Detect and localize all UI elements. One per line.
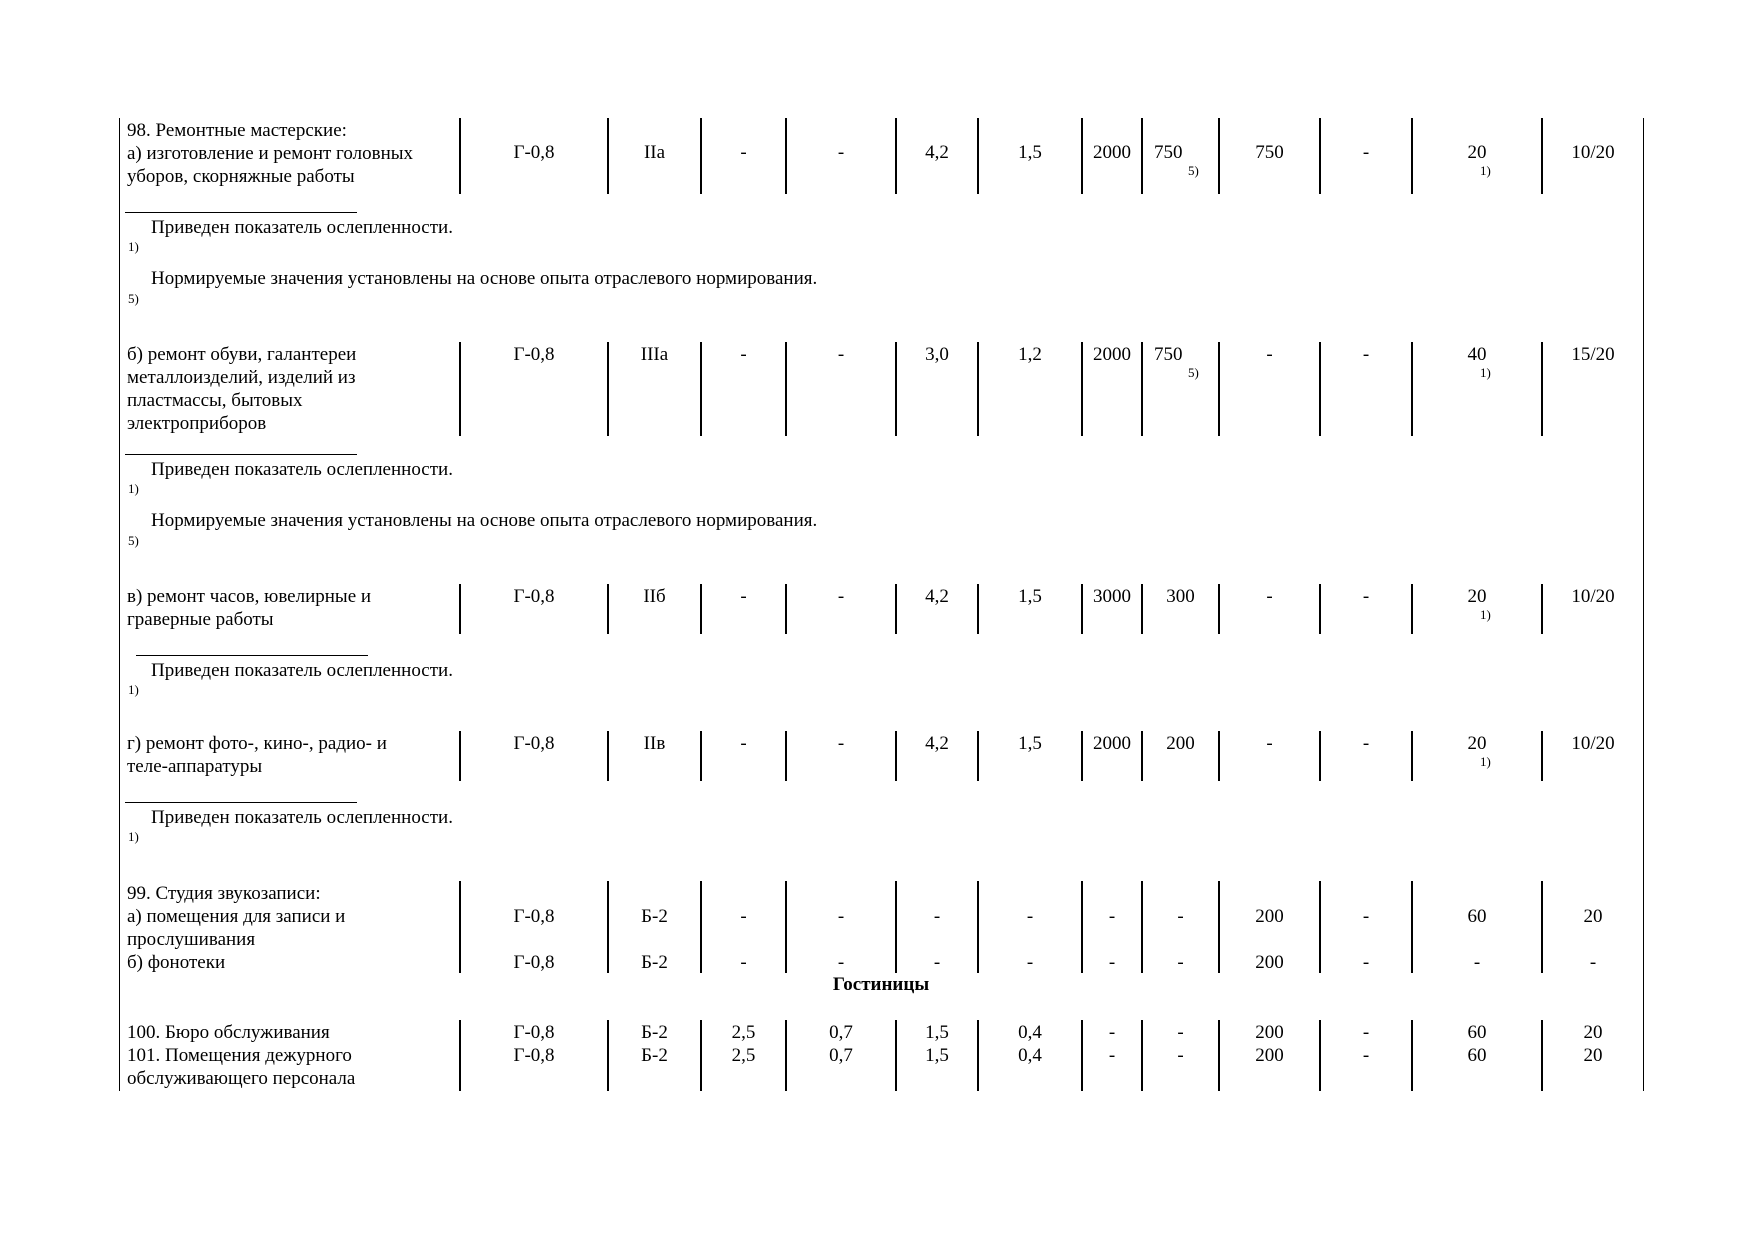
row-name-line: 98. Ремонтные мастерские: xyxy=(127,120,347,141)
value-cell xyxy=(897,1020,979,1091)
cell-value: 60 xyxy=(1467,906,1487,927)
cell-value: 10/20 xyxy=(1571,586,1615,607)
cell-value: - xyxy=(1362,952,1370,973)
cell-value xyxy=(609,928,700,951)
row-name-line: граверные работы xyxy=(127,609,274,630)
cell-value xyxy=(702,928,785,951)
glare-index-cell xyxy=(1413,881,1543,973)
cell-value: 200 xyxy=(1166,733,1195,754)
value-cell xyxy=(1321,1020,1413,1091)
footnote-mark: 5) xyxy=(128,533,139,548)
cell-value: 1,5 xyxy=(925,1022,949,1043)
value-cell xyxy=(897,342,979,436)
cell-value: - xyxy=(740,733,747,754)
lamp-type-cell xyxy=(461,584,609,634)
cell-value: 4,2 xyxy=(925,142,949,163)
cell-value: IIб xyxy=(643,586,666,607)
cell-value: 200 xyxy=(1255,1022,1284,1043)
row-name-line: теле-аппаратуры xyxy=(127,756,263,777)
cell-value: 750 xyxy=(1154,344,1183,365)
lamp-type-cell xyxy=(461,731,609,781)
value-cell xyxy=(979,342,1083,436)
value-cell xyxy=(1321,731,1413,781)
value-cell xyxy=(702,731,787,781)
cell-value: - xyxy=(1589,952,1597,973)
cell-value xyxy=(1143,928,1218,951)
table-right-border xyxy=(1643,118,1644,1091)
cell-value: 750 xyxy=(1154,142,1183,163)
illuminance-combined-cell xyxy=(1083,342,1143,436)
value-cell xyxy=(979,1020,1083,1091)
cell-value: 0,4 xyxy=(1018,1045,1042,1066)
work-category-cell xyxy=(609,584,702,634)
row-name-line: а) изготовление и ремонт головных xyxy=(127,143,414,164)
value-cell xyxy=(1220,342,1321,436)
cell-value: 2000 xyxy=(1093,344,1131,365)
cell-value: 60 xyxy=(1467,1045,1487,1066)
cell-value: 60 xyxy=(1467,1022,1487,1043)
cell-value xyxy=(897,928,977,951)
cell-value: - xyxy=(1026,906,1034,927)
cell-value: Г-0,8 xyxy=(513,952,555,973)
ripple-coefficient-cell xyxy=(1543,881,1643,973)
cell-value: - xyxy=(740,344,747,365)
cell-value xyxy=(979,928,1081,951)
illuminance-combined-cell xyxy=(1083,1020,1143,1091)
work-category-cell xyxy=(609,881,702,973)
value-cell xyxy=(787,342,897,436)
value-cell xyxy=(1220,584,1321,634)
value-cell xyxy=(979,881,1083,973)
cell-value: Б-2 xyxy=(641,906,668,927)
cell-value xyxy=(1413,928,1541,951)
cell-value: Г-0,8 xyxy=(513,344,555,365)
cell-value xyxy=(461,928,607,951)
cell-value: Г-0,8 xyxy=(513,1022,555,1043)
section-heading: Гостиницы xyxy=(832,974,930,995)
illuminance-general-cell xyxy=(1143,1020,1220,1091)
cell-value: 0,7 xyxy=(829,1045,853,1066)
lamp-type-cell xyxy=(461,881,609,973)
value-cell xyxy=(897,118,979,194)
footnote-separator xyxy=(125,212,357,213)
cell-value: 1,5 xyxy=(925,1045,949,1066)
value-cell xyxy=(1220,881,1321,973)
row-name-line: г) ремонт фото-, кино-, радио- и xyxy=(127,733,387,754)
cell-value: 2000 xyxy=(1093,142,1131,163)
footnote-text: Приведен показатель ослепленности. xyxy=(151,807,453,828)
value-cell xyxy=(1220,731,1321,781)
lamp-type-cell xyxy=(461,118,609,194)
ripple-coefficient-cell xyxy=(1543,118,1643,194)
footnote-mark: 5) xyxy=(128,291,139,306)
cell-value: 20 xyxy=(1467,586,1487,607)
row-name-line: металлоизделий, изделий из xyxy=(127,367,356,388)
cell-value: 750 xyxy=(1255,142,1284,163)
cell-value: 1,2 xyxy=(1018,344,1042,365)
footnote-mark: 1) xyxy=(128,239,139,254)
value-cell xyxy=(979,731,1083,781)
cell-value: 3000 xyxy=(1093,586,1131,607)
row-name-line: б) фонотеки xyxy=(127,952,226,973)
cell-value: - xyxy=(1108,952,1116,973)
value-cell xyxy=(1321,881,1413,973)
cell-value xyxy=(787,928,895,951)
cell-value: - xyxy=(1362,586,1370,607)
cell-value: 2,5 xyxy=(731,1022,756,1043)
ripple-coefficient-cell xyxy=(1543,584,1643,634)
footnote-text: Приведен показатель ослепленности. xyxy=(151,217,453,238)
ripple-coefficient-cell xyxy=(1543,1020,1643,1091)
cell-value: 300 xyxy=(1166,586,1195,607)
value-cell xyxy=(1321,118,1413,194)
cell-value: Б-2 xyxy=(641,952,668,973)
value-cell xyxy=(702,1020,787,1091)
cell-value: - xyxy=(1177,1045,1184,1066)
illuminance-general-cell xyxy=(1143,342,1220,436)
value-cell xyxy=(787,584,897,634)
cell-value: - xyxy=(837,906,845,927)
cell-value: Б-2 xyxy=(641,1045,668,1066)
glare-index-cell xyxy=(1413,342,1543,436)
row-name-cell xyxy=(121,118,461,194)
cell-value: - xyxy=(1266,733,1273,754)
cell-value: IIв xyxy=(643,733,666,754)
value-cell xyxy=(787,731,897,781)
value-cell xyxy=(702,584,787,634)
cell-value: - xyxy=(1026,952,1034,973)
cell-value: 2,5 xyxy=(731,1045,756,1066)
cell-value: Б-2 xyxy=(641,1022,668,1043)
cell-value: 1,5 xyxy=(1018,586,1042,607)
value-cell xyxy=(787,881,897,973)
footnote-mark: 1) xyxy=(128,682,139,697)
cell-value: - xyxy=(1108,906,1116,927)
glare-index-cell xyxy=(1413,731,1543,781)
cell-value: - xyxy=(1362,344,1370,365)
cell-value: Г-0,8 xyxy=(513,906,555,927)
cell-value: 200 xyxy=(1255,1045,1284,1066)
illuminance-general-cell xyxy=(1143,731,1220,781)
value-cell xyxy=(787,1020,897,1091)
work-category-cell xyxy=(609,118,702,194)
work-category-cell xyxy=(609,1020,702,1091)
cell-value: 40 xyxy=(1467,344,1487,365)
cell-value: IIа xyxy=(643,142,666,163)
cell-value: - xyxy=(740,952,747,973)
row-name-line: а) помещения для записи и xyxy=(127,906,346,927)
table-left-border xyxy=(119,118,120,1091)
lamp-type-cell xyxy=(461,342,609,436)
cell-value: 4,2 xyxy=(925,586,949,607)
value-cell xyxy=(1220,118,1321,194)
value-cell xyxy=(897,731,979,781)
ripple-coefficient-cell xyxy=(1543,731,1643,781)
glare-index-cell xyxy=(1413,584,1543,634)
cell-value: 3,0 xyxy=(925,344,949,365)
footnote-separator xyxy=(136,655,368,656)
cell-value: IIIа xyxy=(640,344,669,365)
cell-value: 200 xyxy=(1255,906,1284,927)
value-cell xyxy=(979,584,1083,634)
cell-value: - xyxy=(1108,1045,1116,1066)
value-cell xyxy=(702,118,787,194)
row-name-line: обслуживающего персонала xyxy=(127,1068,356,1089)
value-cell xyxy=(787,118,897,194)
footnote-separator xyxy=(125,802,357,803)
footnote-separator xyxy=(125,454,357,455)
cell-value xyxy=(1543,928,1643,951)
glare-index-cell xyxy=(1413,1020,1543,1091)
cell-value: 10/20 xyxy=(1571,142,1615,163)
footnote-ref: 5) xyxy=(1188,365,1199,380)
footnote-text: Нормируемые значения установлены на основе опыта отраслевого нормирования. xyxy=(151,510,818,531)
value-cell xyxy=(1321,584,1413,634)
row-name-line: 101. Помещения дежурного xyxy=(127,1045,352,1066)
value-cell xyxy=(702,342,787,436)
value-cell xyxy=(897,881,979,973)
cell-value: 200 xyxy=(1255,952,1284,973)
glare-index-cell xyxy=(1413,118,1543,194)
cell-value: - xyxy=(837,586,845,607)
cell-value: - xyxy=(1362,142,1370,163)
row-name-cell xyxy=(121,584,461,634)
footnote-ref: 1) xyxy=(1480,163,1491,178)
cell-value: Г-0,8 xyxy=(513,1045,555,1066)
cell-value: 20 xyxy=(1583,1045,1603,1066)
value-cell xyxy=(897,584,979,634)
cell-value: 0,4 xyxy=(1018,1022,1042,1043)
row-name-line: пластмассы, бытовых xyxy=(127,390,303,411)
footnote-mark: 1) xyxy=(128,481,139,496)
cell-value: - xyxy=(1266,586,1273,607)
illuminance-combined-cell xyxy=(1083,731,1143,781)
ripple-coefficient-cell xyxy=(1543,342,1643,436)
cell-value: 0,7 xyxy=(829,1022,853,1043)
footnote-text: Приведен показатель ослепленности. xyxy=(151,459,453,480)
row-name-cell xyxy=(121,731,461,781)
row-name-line: 100. Бюро обслуживания xyxy=(127,1022,330,1043)
cell-value: 20 xyxy=(1583,906,1603,927)
cell-value: - xyxy=(1362,1045,1370,1066)
footnote-ref: 5) xyxy=(1188,163,1199,178)
cell-value: - xyxy=(1362,1022,1370,1043)
cell-value: 1,5 xyxy=(1018,733,1042,754)
cell-value: 2000 xyxy=(1093,733,1131,754)
illuminance-combined-cell xyxy=(1083,881,1143,973)
cell-value: Г-0,8 xyxy=(513,733,555,754)
footnote-mark: 1) xyxy=(128,829,139,844)
cell-value: - xyxy=(1362,906,1370,927)
cell-value: - xyxy=(1177,952,1184,973)
value-cell xyxy=(1321,342,1413,436)
row-name-line: в) ремонт часов, ювелирные и xyxy=(127,586,372,607)
cell-value xyxy=(1321,928,1411,951)
cell-value: 20 xyxy=(1467,142,1487,163)
cell-value: 10/20 xyxy=(1571,733,1615,754)
cell-value: - xyxy=(837,142,845,163)
cell-value: - xyxy=(1266,344,1273,365)
value-cell xyxy=(979,118,1083,194)
cell-value: Г-0,8 xyxy=(513,142,555,163)
cell-value: 1,5 xyxy=(1018,142,1042,163)
row-name-line: б) ремонт обуви, галантереи xyxy=(127,344,357,365)
cell-value: - xyxy=(740,906,747,927)
illuminance-general-cell xyxy=(1143,881,1220,973)
cell-value xyxy=(1083,928,1141,951)
footnote-ref: 1) xyxy=(1480,365,1491,380)
cell-value: - xyxy=(1108,1022,1116,1043)
cell-value: - xyxy=(1177,906,1184,927)
cell-value: - xyxy=(740,586,747,607)
cell-value: - xyxy=(1177,1022,1184,1043)
cell-value: - xyxy=(933,906,941,927)
work-category-cell xyxy=(609,342,702,436)
cell-value: - xyxy=(837,733,845,754)
cell-value: - xyxy=(1362,733,1370,754)
illuminance-general-cell xyxy=(1143,584,1220,634)
cell-value: 4,2 xyxy=(925,733,949,754)
cell-value: - xyxy=(740,142,747,163)
cell-value: - xyxy=(933,952,941,973)
row-name-line: прослушивания xyxy=(127,929,256,950)
footnote-ref: 1) xyxy=(1480,754,1491,769)
cell-value: 20 xyxy=(1583,1022,1603,1043)
value-cell xyxy=(1220,1020,1321,1091)
cell-value: 20 xyxy=(1467,733,1487,754)
row-name-cell xyxy=(121,881,461,973)
cell-value: Г-0,8 xyxy=(513,586,555,607)
footnote-text: Приведен показатель ослепленности. xyxy=(151,660,453,681)
row-name-line: уборов, скорняжные работы xyxy=(127,166,355,187)
footnote-ref: 1) xyxy=(1480,607,1491,622)
illuminance-combined-cell xyxy=(1083,118,1143,194)
row-name-cell xyxy=(121,1020,461,1091)
value-cell xyxy=(702,881,787,973)
cell-value: - xyxy=(837,344,845,365)
lamp-type-cell xyxy=(461,1020,609,1091)
cell-value xyxy=(1220,928,1319,951)
cell-value: 15/20 xyxy=(1571,344,1615,365)
illuminance-general-cell xyxy=(1143,118,1220,194)
row-name-cell xyxy=(121,342,461,436)
row-name-line: электроприборов xyxy=(127,413,267,434)
work-category-cell xyxy=(609,731,702,781)
illuminance-combined-cell xyxy=(1083,584,1143,634)
row-name-line: 99. Студия звукозаписи: xyxy=(127,883,321,904)
cell-value: - xyxy=(1473,952,1481,973)
cell-value: - xyxy=(837,952,845,973)
footnote-text: Нормируемые значения установлены на основе опыта отраслевого нормирования. xyxy=(151,268,818,289)
